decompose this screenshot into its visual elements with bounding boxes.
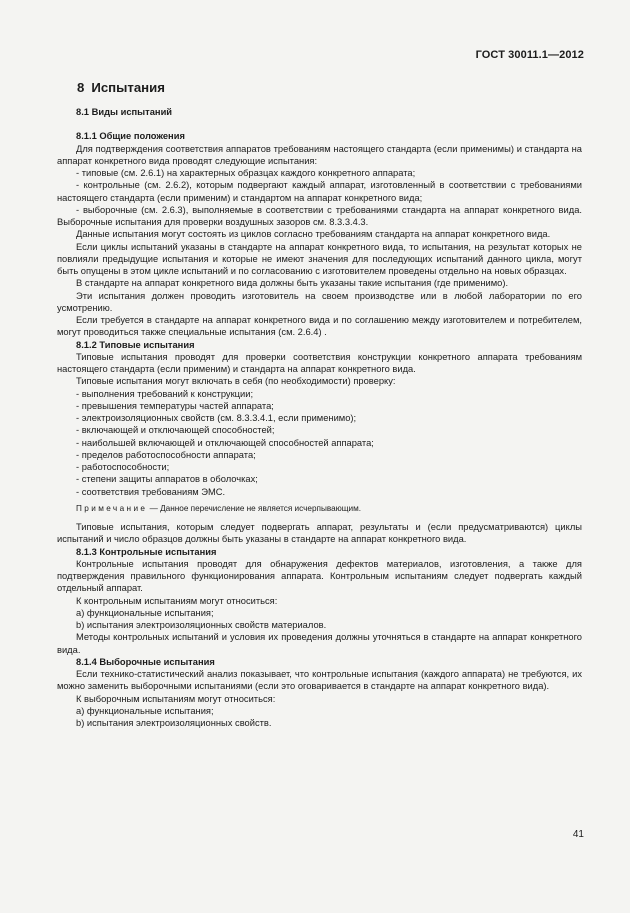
paragraph: Если технико-статистический анализ показывает, что контрольные испытания (каждого аппарата) не требуются, их можно заменить выборочными испытаниями (если это оговаривается в стандарте на аппарат конкретного вида). [57,669,582,692]
list-item: а) функциональные испытания; [76,607,214,618]
list-item: - степени защиты аппаратов в оболочках; [76,474,258,485]
paragraph: Методы контрольных испытаний и условия их проведения должны уточняться в стандарте на аппарат конкретного вида. [57,632,582,655]
paragraph: Типовые испытания проводят для проверки соответствия конструкции конкретного аппарата требованиям настоящего стандарта (если применим) и стандарта на аппарат конкретного вида. [57,351,582,374]
subsection-heading-8-1-2: 8.1.2 Типовые испытания [76,339,195,350]
list-item: - работоспособности; [76,462,170,472]
paragraph: Эти испытания должен проводить изготовитель на своем производстве или в любой лаборатории по его усмотрению. [57,290,582,313]
document-body [57,106,582,729]
list-item: - превышения температуры частей аппарата; [76,400,274,411]
subsection-heading-8-1-1: 8.1.1 Общие положения [76,131,185,142]
list-item: а) функциональные испытания; [76,705,214,716]
section-heading [77,80,165,95]
list-item: - типовые (см. 2.6.1) на характерных образцах каждого конкретного аппарата; [76,168,416,178]
paragraph: К выборочным испытаниям могут относиться: [76,693,276,704]
note-label: Примечание [76,503,148,513]
list-item: - выполнения требований к конструкции; [76,388,254,399]
list-item: - пределов работоспособности аппарата; [76,449,256,460]
section-number: 8 [77,80,85,95]
paragraph: Типовые испытания, которым следует подвергать аппарат, результаты и (если предусматриваются) циклы испытаний и число образцов должны быть указаны в стандарте на аппарат конкретного вида. [57,522,582,545]
subsection-heading-8-1: 8.1 Виды испытаний [76,107,173,117]
list-item: - выборочные (см. 2.6.3), выполняемые в соответствии с требованиями стандарта на аппарат конкретного вида. Выборочные испытания для проверки воздушных зазоров см. 8.3.3.4.3. [57,204,582,227]
paragraph: В стандарте на аппарат конкретного вида должны быть указаны такие испытания (где применимо). [76,278,509,289]
note [57,503,582,515]
paragraph: Контрольные испытания проводят для обнаружения дефектов материалов, изготовления, а также для подтверждения правильного функционирования аппарата. Контрольным испытаниям следует подвергать каждый отдельный аппарат. [57,558,582,594]
paragraph: Типовые испытания могут включать в себя (по необходимости) проверку: [76,376,396,387]
paragraph: Если требуется в стандарте на аппарат конкретного вида и по соглашению между изготовителем и потребителем, могут проводиться также специальные испытания (см. 2.6.4) . [57,315,582,338]
list-item: - соответствия требованиям ЭМС. [76,486,226,497]
standard-header: ГОСТ 30011.1—2012 [475,49,584,61]
list-item: - наибольшей включающей и отключающей способностей аппарата; [76,437,374,448]
paragraph: Для подтверждения соответствия аппаратов требованиям настоящего стандарта (если применимы) и стандарта на аппарат конкретного вида проводят следующие испытания: [57,143,582,166]
paragraph: К контрольным испытаниям могут относиться: [76,595,278,606]
section-title: Испытания [91,80,165,95]
list-item: - включающей и отключающей способностей; [76,425,275,436]
subsection-heading-8-1-3: 8.1.3 Контрольные испытания [76,546,217,557]
list-item: - электроизоляционных свойств (см. 8.3.3.4.1, если применимо); [76,413,357,423]
list-item: b) испытания электроизоляционных свойств. [76,718,272,728]
note-text: — Данное перечисление не является исчерпывающим. [147,503,361,513]
subsection-heading-8-1-4: 8.1.4 Выборочные испытания [76,656,215,667]
page-number: 41 [572,829,584,840]
list-item: - контрольные (см. 2.6.2), которым подвергают каждый аппарат, изготовленный в соответствии с требованиями настоящего стандарта (если применим) и стандартом на аппарат конкретного вида; [57,180,582,203]
paragraph: Данные испытания могут состоять из циклов согласно требованиям стандарта на аппарат конкретного вида. [76,229,551,240]
list-item: b) испытания электроизоляционных свойств материалов. [76,620,327,630]
paragraph: Если циклы испытаний указаны в стандарте на аппарат конкретного вида, то испытания, на результат которых не повлияли предыдущие испытания и которые не имеют значения для последующих испытаний данного цикла, могут быть опущены в этом цикле испытаний и по согласованию с изготовителем проведены отдельно на новых образцах. [57,241,582,276]
